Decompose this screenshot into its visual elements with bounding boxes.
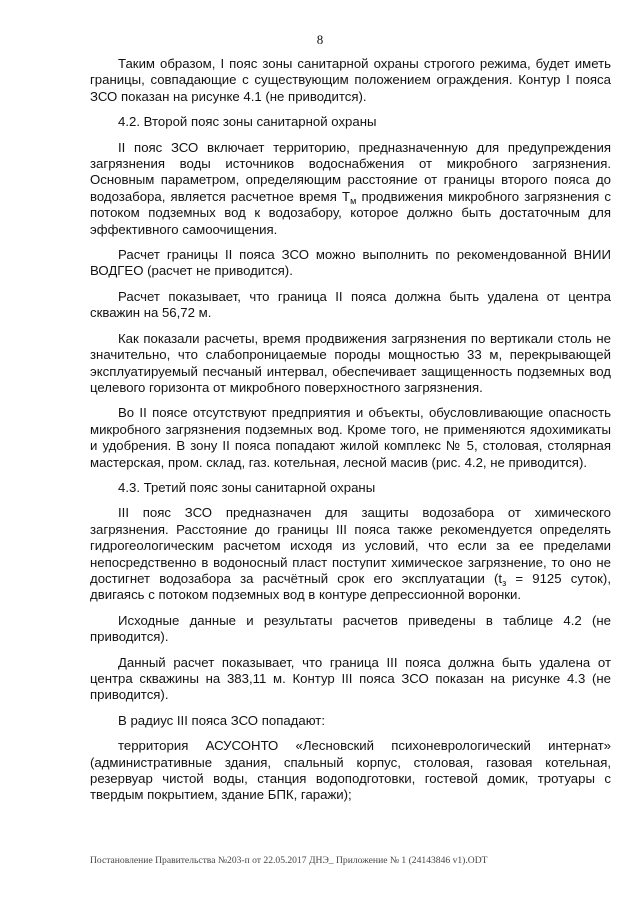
paragraph-text: II пояс ЗСО включает территорию, предназначенную для предупреждения загрязнения воды источников водоснабжения от микробного загрязнения. Основным параметром, определяющим расстояние от границы второго пояса до водозабора, является расчетное время T	[90, 139, 611, 204]
paragraph-zone3-definition	[90, 505, 611, 603]
paragraph-zone3-list-intro: В радиус III пояса ЗСО попадают:	[118, 712, 326, 728]
page-footer: Постановление Правительства №203-п от 22.05.2017 ДНЭ_ Приложение № 1 (24143846 v1).ODT	[90, 855, 488, 866]
paragraph-zone2-result: Расчет показывает, что граница II пояса должна быть удалена от центра скважин на 56,72 м.	[90, 288, 611, 321]
paragraph-zone2-definition	[90, 140, 611, 238]
paragraph-text: = 9125 суток), двигаясь с потоком подземных вод в контуре депрессионной воронки.	[90, 570, 611, 603]
document-body	[90, 56, 611, 807]
paragraph-zone2-objects: Во II поясе отсутствуют предприятия и объекты, обусловливающие опасность микробного загрязнения подземных вод. Кроме того, не применяются ядохимикаты и удобрения. В зону II пояса попадают жилой комплекс № 5, столовая, столярная мастерская, пром. склад, газ. котельная, лесной масив (рис. 4.2, не приводится).	[90, 405, 611, 470]
paragraph-text: продвижения микробного загрязнения с потоком подземных вод к водозабору, которое должно быть достаточным для эффективного самоочищения.	[90, 188, 611, 237]
paragraph-zone2-calculation: Расчет границы II пояса ЗСО можно выполнить по рекомендованной ВНИИ ВОДГЕО (расчет не приводится).	[90, 247, 611, 279]
paragraph-vertical-migration: Как показали расчеты, время продвижения загрязнения по вертикали столь не значительно, что слабопроницаемые породы мощностью 33 м, перекрывающей эксплуатируемый песчаный интервал, обеспечивает защищенность подземных вод целевого горизонта от микробного поверхностного загрязнения.	[90, 330, 611, 395]
paragraph-text: III пояс ЗСО предназначен для защиты водозабора от химического загрязнения. Расстояние до границы III пояса также рекомендуется определять гидрогеологическим расчетом исходя из условий, что если за ее пределами непосредственно в водоносный пласт поступит химическое загрязнение, то оно не достигнет водозабора за расчётный срок его эксплуатации (t	[90, 505, 611, 586]
paragraph-zone3-territory: территория АСУСОНТО «Лесновский психоневрологический интернат» (административные здания, спальный корпус, столовая, газовая котельная, резервуар чистой воды, станция водоподготовки, гостевой домик, тротуары с твердым покрытием, здание БПК, гаражи);	[90, 738, 611, 803]
paragraph-zone1-conclusion: Таким образом, I пояс зоны санитарной охраны строгого режима, будет иметь границы, совпадающие с существующим положением ограждения. Контур I пояса ЗСО показан на рисунке 4.1 (не приводится).	[90, 56, 611, 104]
section-heading-4-2: 4.2. Второй пояс зоны санитарной охраны	[118, 114, 377, 130]
paragraph-zone3-result: Данный расчет показывает, что граница III пояса должна быть удалена от центра скважины на 383,11 м. Контур III пояса ЗСО показан на рисунке 4.3 (не приводится).	[90, 654, 611, 703]
subscript: м	[350, 195, 357, 206]
paragraph-input-data: Исходные данные и результаты расчетов приведены в таблице 4.2 (не приводится).	[90, 612, 611, 645]
section-heading-4-3: 4.3. Третий пояс зоны санитарной охраны	[118, 479, 376, 495]
page-number: 8	[316, 32, 324, 47]
subscript: з	[502, 577, 507, 588]
